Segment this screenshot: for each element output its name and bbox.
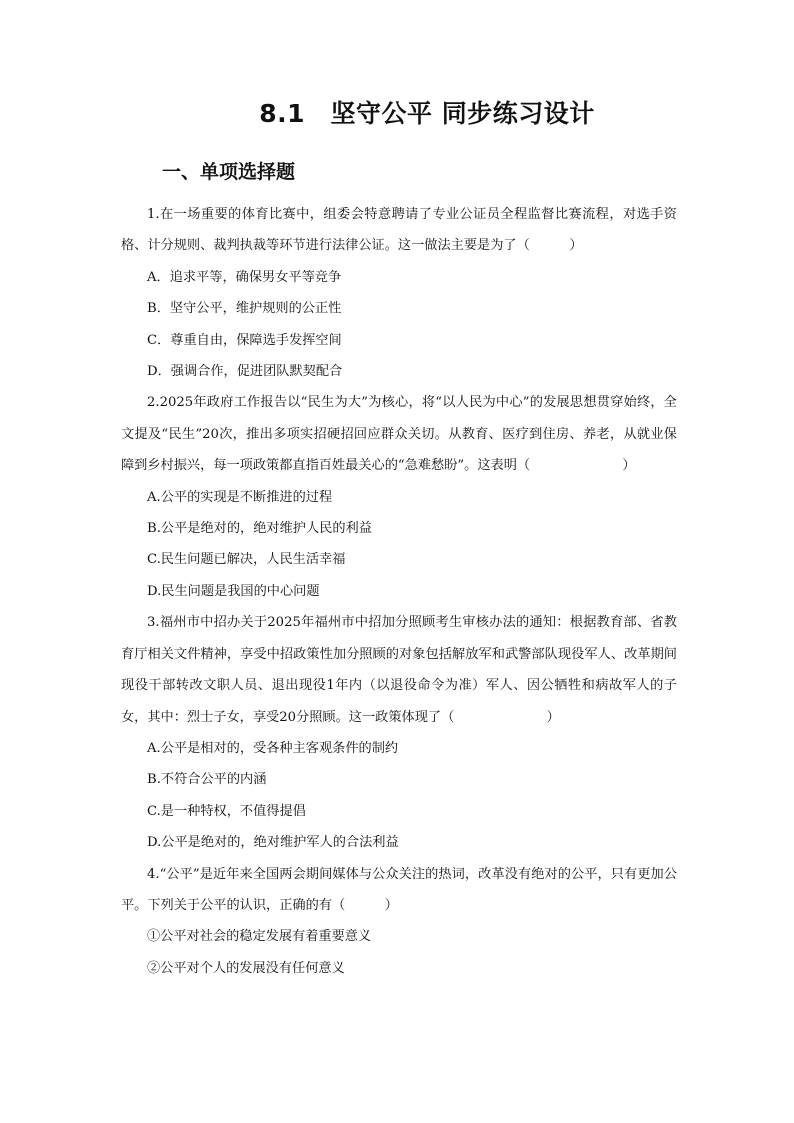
page-title: 8.1 坚守公平 同步练习设计 bbox=[259, 99, 595, 128]
option-b: B.不符合公平的内涵 bbox=[147, 772, 267, 788]
option-b: B.公平是绝对的，绝对维护人民的利益 bbox=[147, 521, 372, 537]
question-3 bbox=[121, 607, 677, 858]
option-a: A．追求平等，确保男女平等竞争 bbox=[147, 269, 342, 285]
question-2 bbox=[121, 387, 677, 607]
question-stem: 3.福州市中招办关于2025年福州市中招加分照顾考生审核办法的通知：根据教育部、省教育厅相关文件精神，享受中招政策性加分照顾的对象包括解放军和武警部队现役军人、改革期间现役干部转改文职人员、退出现役1年内（以退役命令为准）军人、因公牺牲和病故军人的子女，其中：烈士子女，享受20分照顾。这一政策体现了（ ） bbox=[121, 615, 677, 725]
option-b: B．坚守公平，维护规则的公正性 bbox=[147, 301, 342, 317]
question-4 bbox=[121, 859, 677, 985]
section-heading: 一、单项选择题 bbox=[162, 161, 296, 183]
option-a: A.公平是相对的，受各种主客观条件的制约 bbox=[147, 740, 399, 756]
option-a: A.公平的实现是不断推进的过程 bbox=[147, 489, 333, 505]
statement-1: ①公平对社会的稳定发展有着重要意义 bbox=[147, 929, 372, 945]
option-d: D.民生问题是我国的中心问题 bbox=[147, 583, 320, 599]
question-stem: 2.2025年政府工作报告以“民生为大”为核心，将“以人民为中心”的发展思想贯穿始终，全文提及“民生”20次，推出多项实招硬招回应群众关切。从教育、医疗到住房、养老，从就业保障到乡村振兴，每一项政策都直指百姓最关心的“急难愁盼”。这表明（ ） bbox=[121, 395, 677, 474]
option-c: C．尊重自由，保障选手发挥空间 bbox=[147, 332, 342, 348]
question-stem: 4.“公平”是近年来全国两会期间媒体与公众关注的热词，改革没有绝对的公平，只有更加公平。下列关于公平的认识，正确的有（ ） bbox=[121, 866, 677, 913]
option-d: D.公平是绝对的，绝对维护军人的合法利益 bbox=[147, 835, 399, 851]
question-stem: 1.在一场重要的体育比赛中，组委会特意聘请了专业公证员全程监督比赛流程，对选手资格、计分规则、裁判执裁等环节进行法律公证。这一做法主要是为了（ ） bbox=[121, 207, 677, 254]
question-1 bbox=[121, 199, 677, 387]
statement-2: ②公平对个人的发展没有任何意义 bbox=[147, 960, 345, 976]
option-d: D．强调合作，促进团队默契配合 bbox=[147, 364, 343, 380]
option-c: C.民生问题已解决，人民生活幸福 bbox=[147, 552, 346, 568]
question-list bbox=[121, 199, 677, 984]
option-c: C.是一种特权，不值得提倡 bbox=[147, 803, 306, 819]
